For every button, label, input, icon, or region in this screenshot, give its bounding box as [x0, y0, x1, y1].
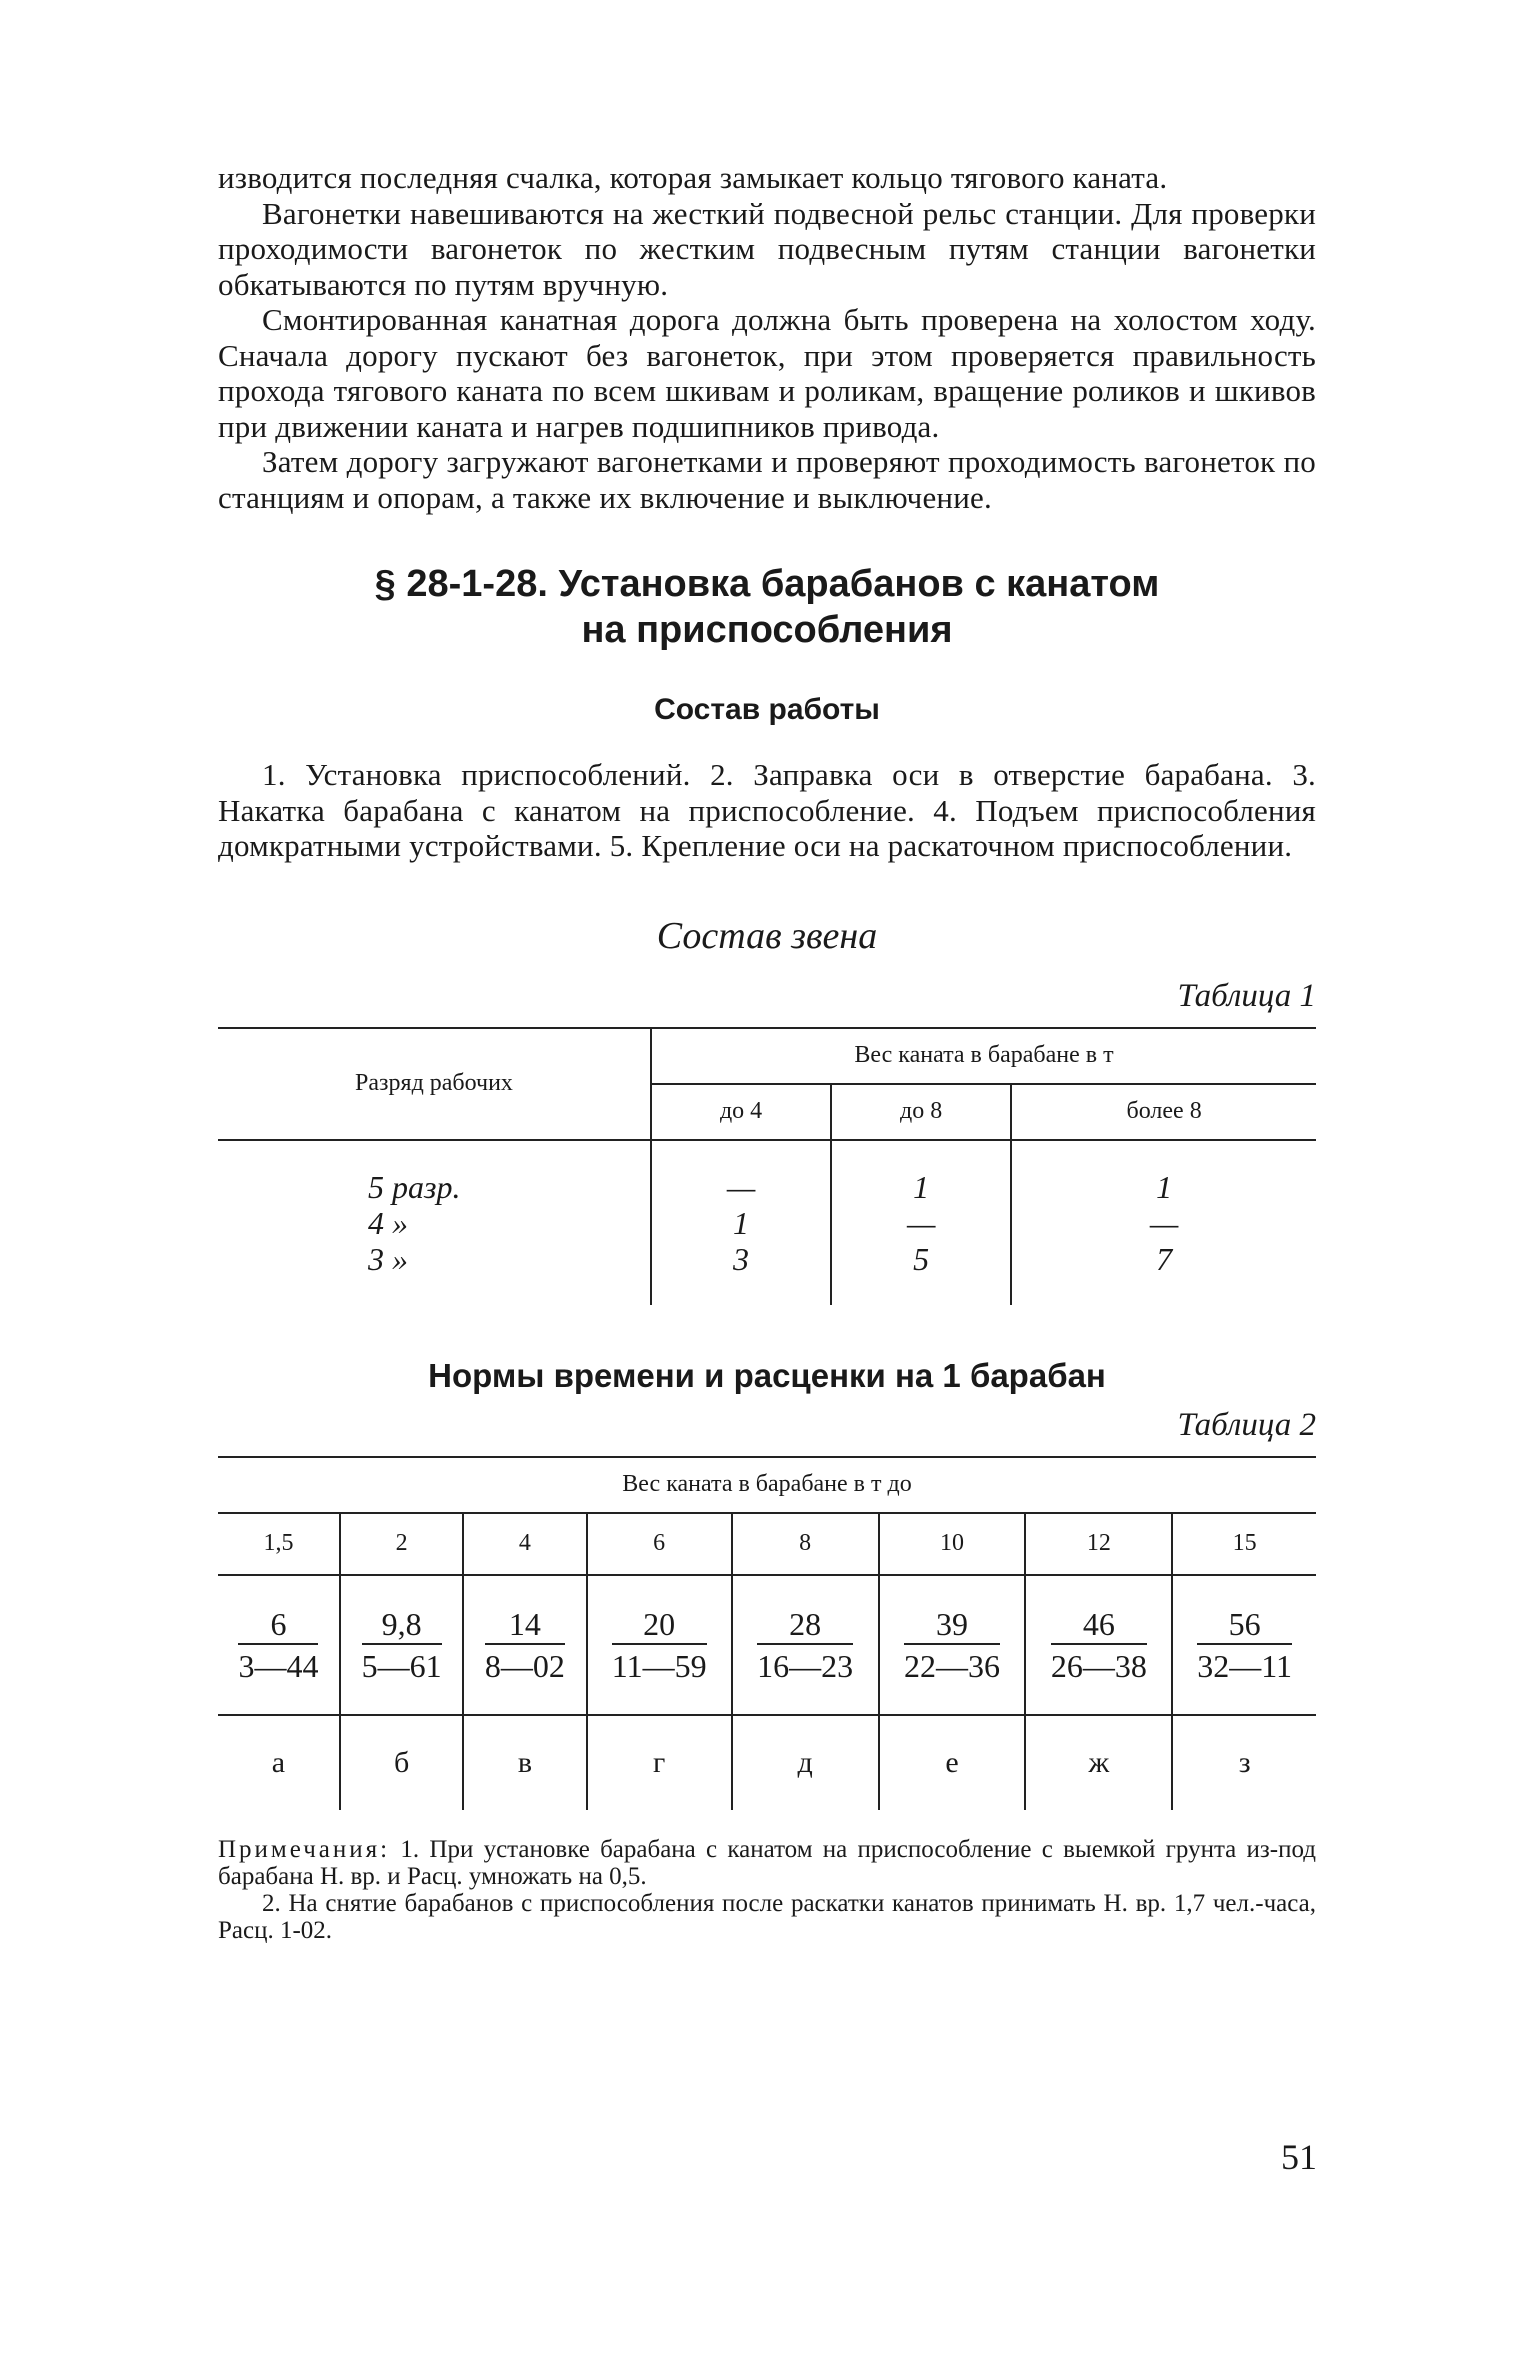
norm-cell	[587, 1575, 732, 1715]
weight-header: Вес каната в барабане в т	[651, 1028, 1316, 1084]
weight-cell: 4	[463, 1513, 586, 1575]
paragraph-2: Вагонетки навешиваются на жесткий подвесной рельс станции. Для проверки проходимости вагонеток по жестким подвесным путям станции вагонетки обкатываются по путям вручную.	[218, 195, 1316, 302]
weight-cell: 2	[340, 1513, 463, 1575]
rank-4: 4 »	[368, 1204, 408, 1241]
letter-cell: д	[732, 1715, 879, 1810]
norm-cell	[218, 1575, 340, 1715]
time-norm: 46	[1082, 1605, 1115, 1642]
rank-3: 3 »	[368, 1240, 408, 1277]
letter-cell: в	[463, 1715, 586, 1810]
crew-col-2	[831, 1140, 1011, 1305]
crew-cell: —	[906, 1204, 936, 1241]
section-title-line2: на приспособления	[581, 609, 953, 651]
time-norm: 56	[1228, 1605, 1261, 1642]
norms-table-header: Вес каната в барабане в т до	[218, 1457, 1316, 1513]
rank-5: 5 разр.	[368, 1168, 461, 1205]
weight-cell: 10	[879, 1513, 1026, 1575]
crew-cell: 1	[733, 1204, 750, 1241]
page-content	[218, 160, 1316, 1944]
paragraph-1: изводится последняя счалка, которая замыкает кольцо тягового каната.	[218, 160, 1168, 195]
crew-heading: Состав звена	[656, 914, 878, 957]
letters-row	[218, 1715, 1316, 1810]
note-1-text: 1. При установке барабана с канатом на приспособление с выемкой грунта из-под барабана Н. вр. и Расц. умножать на 0,5.	[218, 1835, 1317, 1890]
col-header-2: до 8	[831, 1084, 1011, 1140]
norm-cell	[463, 1575, 586, 1715]
col-header-1: до 4	[651, 1084, 831, 1140]
norm-cell	[340, 1575, 463, 1715]
note-1	[218, 1836, 1316, 1890]
paragraph-4: Затем дорогу загружают вагонетками и проверяют проходимость вагонеток по станциям и опорам, а также их включение и выключение.	[218, 444, 1316, 515]
col-header-3: более 8	[1011, 1084, 1316, 1140]
crew-cell: —	[1149, 1204, 1179, 1241]
norm-cell	[879, 1575, 1026, 1715]
norms-values-row	[218, 1575, 1316, 1715]
rate: 32—11	[1197, 1643, 1292, 1685]
table1-caption: Таблица 1	[1177, 977, 1316, 1014]
norm-cell	[1025, 1575, 1172, 1715]
rate: 8—02	[485, 1643, 565, 1685]
weight-cell: 6	[587, 1513, 732, 1575]
time-norm: 14	[508, 1605, 541, 1642]
work-text: 1. Установка приспособлений. 2. Заправка оси в отверстие барабана. 3. Накатка барабана с канатом на приспособление. 4. Подъем приспособления домкратными устройствами. 5. Крепление оси на раскаточном приспособлении.	[218, 757, 1316, 863]
crew-col-1	[651, 1140, 831, 1305]
rate: 3—44	[238, 1643, 318, 1685]
note-2: 2. На снятие барабанов с приспособления после раскатки канатов принимать Н. вр. 1,7 чел.-часа, Расц. 1-02.	[218, 1889, 1316, 1944]
crew-cell: 3	[733, 1240, 750, 1277]
paragraph-3: Смонтированная канатная дорога должна быть проверена на холостом ходу. Сначала дорогу пускают без вагонеток, при этом проверяется правильность прохода тягового каната по всем шкивам и роликам, вращение роликов и шкивов при движении каната и нагрев подшипников привода.	[218, 302, 1316, 444]
time-norm: 9,8	[381, 1605, 422, 1642]
table2-caption: Таблица 2	[1177, 1406, 1316, 1443]
weight-cell: 8	[732, 1513, 879, 1575]
rate: 11—59	[612, 1643, 707, 1685]
time-norm: 28	[789, 1605, 822, 1642]
work-heading: Состав работы	[654, 693, 880, 726]
weight-cell: 12	[1025, 1513, 1172, 1575]
letter-cell: г	[587, 1715, 732, 1810]
time-norm: 20	[643, 1605, 676, 1642]
crew-cell: —	[726, 1168, 756, 1205]
section-title	[218, 561, 1316, 653]
crew-cell: 1	[913, 1168, 930, 1205]
rate: 16—23	[757, 1643, 853, 1685]
norm-cell	[1172, 1575, 1316, 1715]
page-number: 51	[1281, 2137, 1317, 2177]
letter-cell: е	[879, 1715, 1026, 1810]
rank-header: Разряд рабочих	[218, 1028, 651, 1140]
crew-table	[218, 1027, 1316, 1305]
notes-label: Примечания:	[218, 1835, 391, 1863]
time-norm: 6	[270, 1605, 287, 1642]
letter-cell: б	[340, 1715, 463, 1810]
notes	[218, 1836, 1316, 1944]
norm-cell	[732, 1575, 879, 1715]
crew-cell: 5	[913, 1240, 930, 1277]
norms-heading: Нормы времени и расценки на 1 барабан	[428, 1356, 1106, 1394]
crew-col-3	[1011, 1140, 1316, 1305]
weight-cell: 1,5	[218, 1513, 340, 1575]
time-norm: 39	[936, 1605, 968, 1642]
weight-cell: 15	[1172, 1513, 1316, 1575]
rate: 5—61	[362, 1643, 442, 1685]
weights-row	[218, 1513, 1316, 1575]
rate: 26—38	[1051, 1643, 1147, 1685]
letter-cell: ж	[1025, 1715, 1172, 1810]
rank-list	[218, 1140, 651, 1305]
norms-table	[218, 1456, 1316, 1810]
letter-cell: а	[218, 1715, 340, 1810]
letter-cell: з	[1238, 1745, 1251, 1779]
rate: 22—36	[904, 1643, 1000, 1685]
crew-cell: 1	[1156, 1168, 1173, 1205]
section-title-line1: § 28-1-28. Установка барабанов с канатом	[374, 563, 1160, 605]
crew-cell: 7	[1156, 1240, 1173, 1277]
